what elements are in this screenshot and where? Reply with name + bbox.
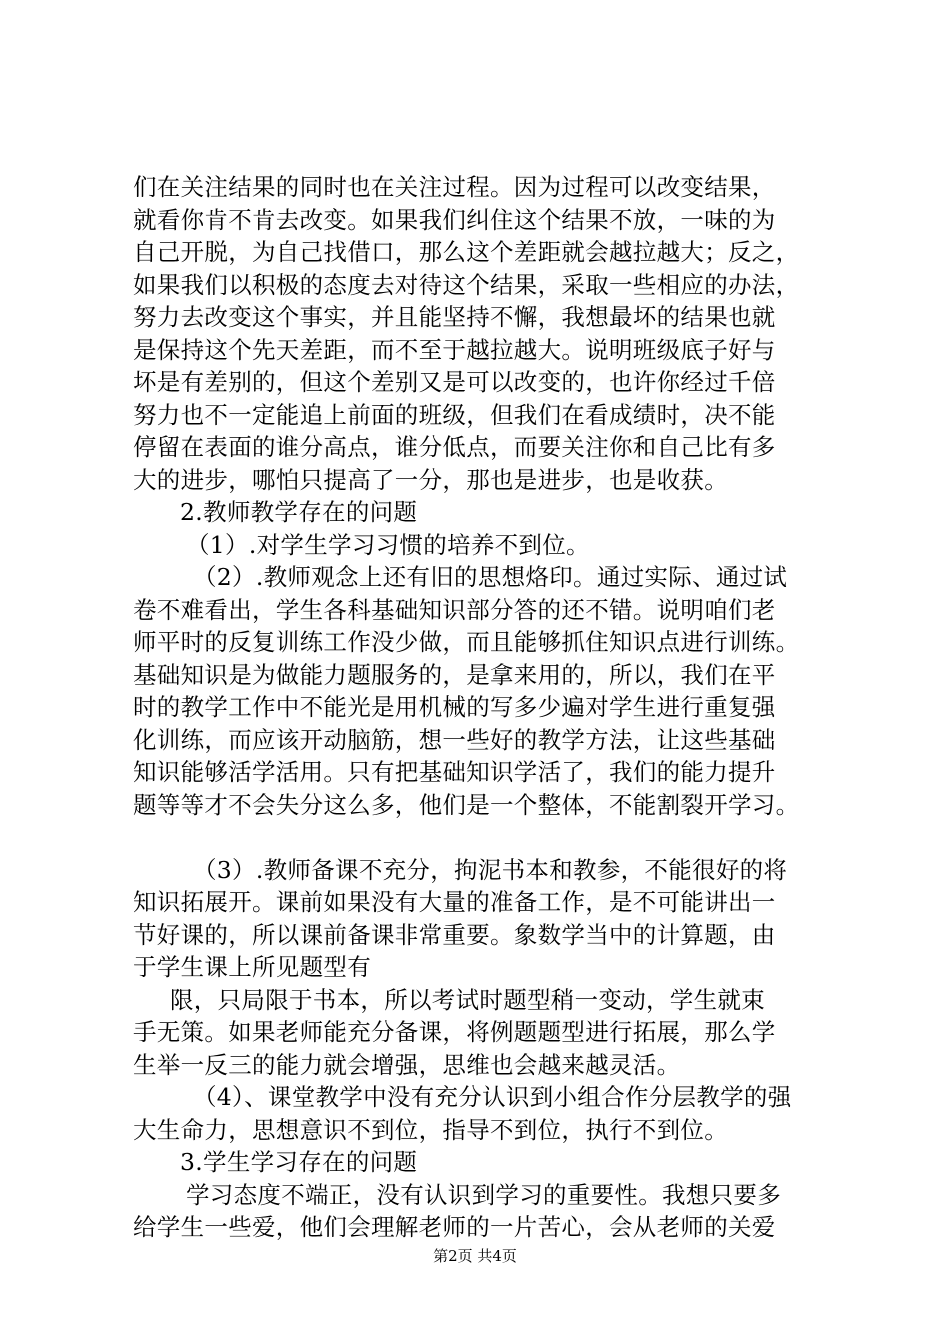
- list-item: （1）.对学生学习习惯的培养不到位。: [186, 530, 590, 559]
- paragraph-line: 努力去改变这个事实，并且能坚持不懈，我想最坏的结果也就: [133, 303, 776, 331]
- paragraph-line: 手无策。如果老师能充分备课，将例题题型进行拓展，那么学: [133, 1018, 776, 1046]
- paragraph-line: 于学生课上所见题型有: [133, 953, 371, 981]
- paragraph-line: 停留在表面的谁分高点，谁分低点，而要关注你和自己比有多: [133, 433, 776, 461]
- paragraph-line: 师平时的反复训练工作没少做，而且能够抓住知识点进行训练。: [133, 628, 800, 656]
- paragraph-line: 限，只局限于书本，所以考试时题型稍一变动，学生就束: [170, 985, 765, 1014]
- section-heading: 2.教师教学存在的问题: [180, 498, 418, 526]
- blank-line: [133, 821, 833, 854]
- paragraph-line: 化训练，而应该开动脑筋，想一些好的教学方法，让这些基础: [133, 725, 776, 754]
- page-number-footer: 第2页 共4页: [433, 1247, 517, 1265]
- paragraph-line: 大生命力，思想意识不到位，指导不到位，执行不到位。: [133, 1115, 728, 1144]
- paragraph-line: 生举一反三的能力就会增强，思维也会越来越灵活。: [133, 1050, 681, 1079]
- list-item: （2）.教师观念上还有旧的思想烙印。通过实际、通过试: [193, 563, 788, 591]
- paragraph-line: 给学生一些爱，他们会理解老师的一片苦心，会从老师的关爱: [133, 1213, 776, 1241]
- paragraph-line: 自己开脱，为自己找借口，那么这个差距就会越拉越大；反之，: [133, 238, 800, 266]
- paragraph-line: 大的进步，哪怕只提高了一分，那也是进步，也是收获。: [133, 465, 728, 494]
- paragraph-line: 学习态度不端正，没有认识到学习的重要性。我想只要多: [186, 1180, 781, 1209]
- paragraph-line: 基础知识是为做能力题服务的，是拿来用的，所以，我们在平: [133, 660, 776, 689]
- paragraph-line: 努力也不一定能追上前面的班级，但我们在看成绩时，决不能: [133, 400, 776, 429]
- paragraph-line: 是保持这个先天差距，而不至于越拉越大。说明班级底子好与: [133, 335, 776, 364]
- paragraph-line: 们在关注结果的同时也在关注过程。因为过程可以改变结果，: [133, 173, 776, 201]
- paragraph-line: 知识拓展开。课前如果没有大量的准备工作，是不可能讲出一: [133, 888, 776, 916]
- paragraph-line: 坏是有差别的，但这个差别又是可以改变的，也许你经过千倍: [133, 368, 776, 396]
- paragraph-line: 题等等才不会失分这么多，他们是一个整体，不能割裂开学习。: [133, 790, 800, 819]
- section-heading: 3.学生学习存在的问题: [180, 1148, 418, 1176]
- paragraph-line: 卷不难看出，学生各科基础知识部分答的还不错。说明咱们老: [133, 595, 776, 624]
- document-body: [133, 171, 833, 1244]
- paragraph-line: 就看你肯不肯去改变。如果我们纠住这个结果不放，一味的为: [133, 205, 776, 234]
- paragraph-line: 时的教学工作中不能光是用机械的写多少遍对学生进行重复强: [133, 693, 776, 721]
- paragraph-line: 如果我们以积极的态度去对待这个结果，采取一些相应的办法，: [133, 270, 800, 299]
- list-item: （3）.教师备课不充分，拘泥书本和教参，不能很好的将: [193, 855, 788, 884]
- list-item: （4）、课堂教学中没有充分认识到小组合作分层教学的强: [193, 1083, 792, 1111]
- paragraph-line: 知识能够活学活用。只有把基础知识学活了，我们的能力提升: [133, 758, 776, 786]
- paragraph-line: 节好课的，所以课前备课非常重要。象数学当中的计算题，由: [133, 920, 776, 949]
